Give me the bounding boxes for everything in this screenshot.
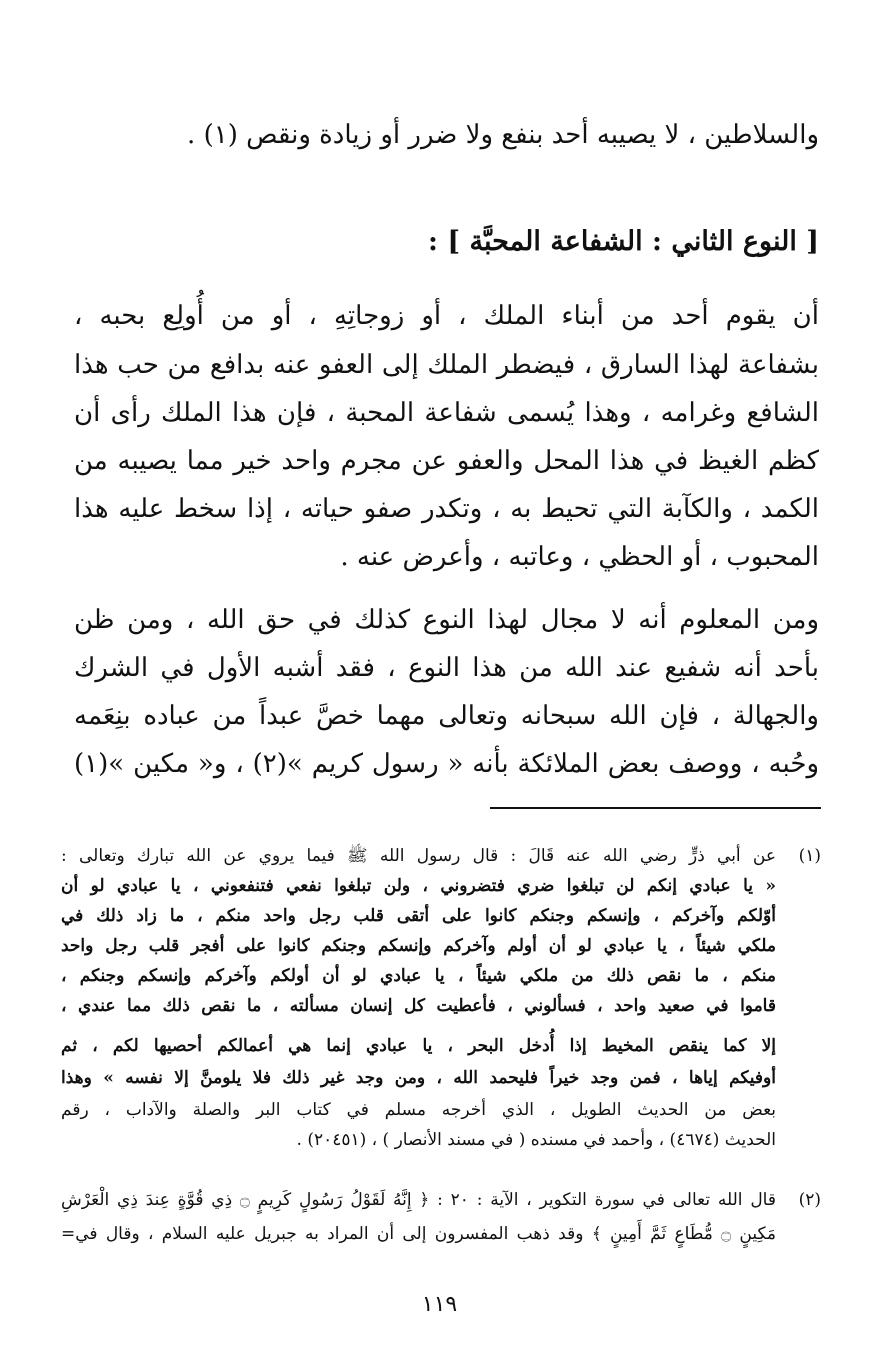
footnote-line: « يا عبادي إنكم لن تبلغوا ضري فتضروني ، ولن تبلغوا نفعي فتنفعوني ، يا عبادي لو أن xyxy=(61,876,776,896)
footnote-line: مَكِينٍ ۝ مُّطَاعٍ ثَمَّ أَمِينٍ ﴾ وقد ذهب المفسرون إلى أن المراد به جبريل عليه السلام ، وقال في= xyxy=(61,1224,777,1244)
para1-line: المحبوب ، أو الحظي ، وعاتبه ، وأعرض عنه . xyxy=(340,542,819,572)
footnote-line: ملكي شيئاً ، يا عبادي لو أن أولم وآخركم وإنسكم وجنكم كانوا على أفجر قلب رجل واحد xyxy=(61,936,776,956)
footnote-line: عن أبي ذرٍّ رضي الله عنه قَالَ : قال رسول الله ﷺ فيما يروي عن الله تبارك وتعالى : xyxy=(61,846,776,866)
footnote-line: قاموا في صعيد واحد ، فسألوني ، فأعطيت كل إنسان مسألته ، ما نقص ذلك مما عندي ، xyxy=(61,996,776,1016)
footnote-number: (٢) xyxy=(798,1190,821,1210)
para1-line: بشفاعة لهذا السارق ، فيضطر الملك إلى العفو عنه بدافع من حب هذا xyxy=(74,350,819,380)
footnote-line: إلا كما ينقص المخيط إذا أُدخل البحر ، يا عبادي إنما هي أعمالكم أحصيها لكم ، ثم xyxy=(61,1036,776,1056)
section-heading: [ النوع الثاني : الشفاعة المحبَّة ] : xyxy=(427,226,819,257)
para1-line: أن يقوم أحد من أبناء الملك ، أو زوجاتِهِ ، أو من أُولِع بحبه ، xyxy=(74,301,819,331)
footnote-line: أوّلكم وآخركم ، وإنسكم وجنكم كانوا على أتقى قلب رجل واحد منكم ، ما زاد ذلك في xyxy=(61,906,776,926)
para1-line: كظم الغيظ في هذا المحل والعفو عن مجرم واحد خير مما يصيبه من xyxy=(74,446,819,476)
footnote-number: (١) xyxy=(798,846,821,866)
footnote-line: منكم ، ما نقص ذلك من ملكي شيئاً ، يا عبادي لو أن أولكم وآخركم وإنسكم وجنكم ، xyxy=(61,966,776,986)
para2-line: بأحد أنه شفيع عند الله من هذا النوع ، فقد أشبه الأول في الشرك xyxy=(74,653,819,683)
footnote-separator xyxy=(490,807,821,809)
page-number: ١١٩ xyxy=(421,1292,458,1317)
footnote-line: أوفيكم إياها ، فمن وجد خيراً فليحمد الله ، ومن وجد غير ذلك فلا يلومنَّ إلا نفسه » وهذا xyxy=(61,1068,776,1088)
footnote-line: الحديث (٤٦٧٤) ، وأحمد في مسنده ( في مسند الأنصار ) ، (٢٠٤٥١) . xyxy=(296,1130,776,1150)
para1-line: الشافع وغرامه ، وهذا يُسمى شفاعة المحبة ، فإن هذا الملك رأى أن xyxy=(74,398,819,428)
footnote-line: بعض من الحديث الطويل ، الذي أخرجه مسلم في كتاب البر والصلة والآداب ، رقم xyxy=(61,1100,776,1120)
body-line-continued: والسلاطين ، لا يصيبه أحد بنفع ولا ضرر أو زيادة ونقص (١) . xyxy=(187,120,819,150)
para1-line: الكمد ، والكآبة التي تحيط به ، وتكدر صفو حياته ، إذا سخط عليه هذا xyxy=(74,494,819,524)
para2-line: ومن المعلوم أنه لا مجال لهذا النوع كذلك في حق الله ، ومن ظن xyxy=(74,605,819,635)
para2-line: وحُبه ، ووصف بعض الملائكة بأنه « رسول كريم »(٢) ، و« مكين »(١) xyxy=(74,749,819,779)
footnote-line: قال الله تعالى في سورة التكوير ، الآية : ٢٠ : ﴿ إِنَّهُ لَقَوْلُ رَسُولٍ كَرِيمٍ ۝ ذِي قُوَّةٍ عِندَ ذِي الْعَرْشِ xyxy=(61,1190,776,1210)
para2-line: والجهالة ، فإن الله سبحانه وتعالى مهما خصَّ عبداً من عباده بنِعَمه xyxy=(74,701,819,731)
